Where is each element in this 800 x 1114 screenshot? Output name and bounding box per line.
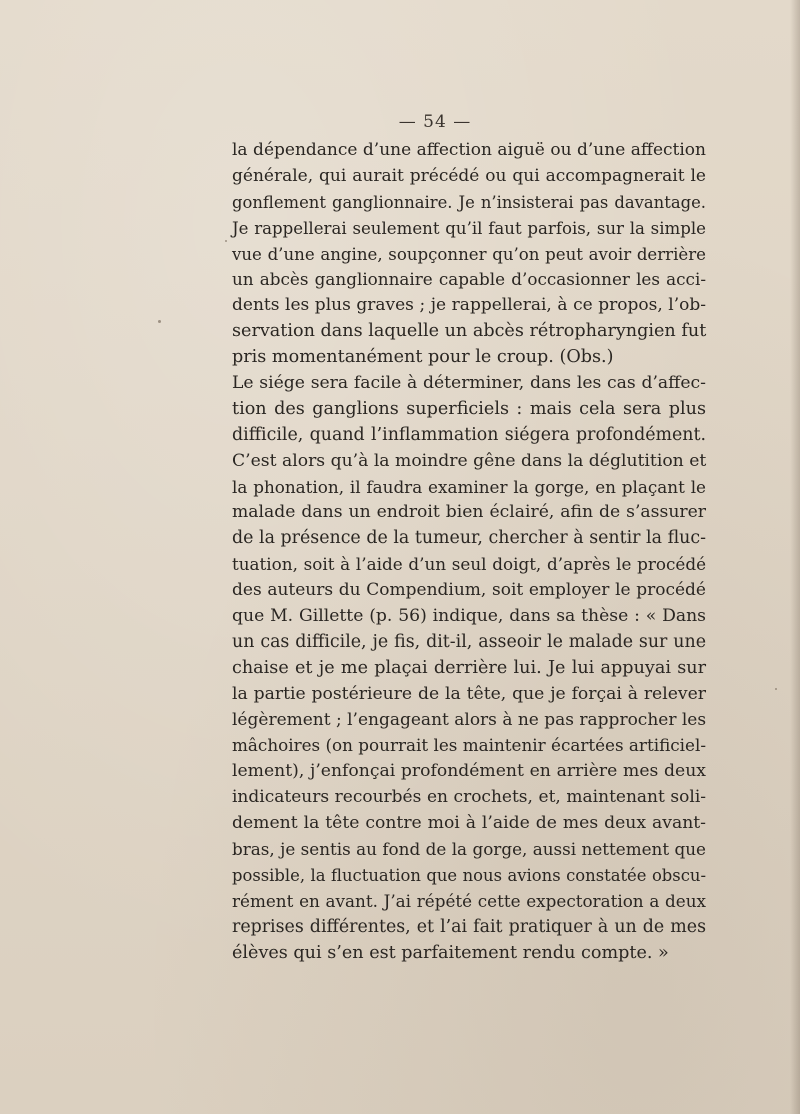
- text-line: bras, je sentis au fond de la gorge, aussi nettement que: [232, 839, 706, 860]
- text-line: tion des ganglions superficiels : mais cela sera plus: [232, 398, 706, 419]
- text-line: Le siége sera facile à déterminer, dans les cas d’affec-: [232, 373, 706, 394]
- text-line: des auteurs du Compendium, soit employer le procédé: [232, 580, 706, 601]
- text-line: indicateurs recourbés en crochets, et, maintenant soli-: [232, 787, 706, 808]
- text-line: élèves qui s’en est parfaitement rendu compte. »: [232, 942, 669, 963]
- page-edge-shadow: [790, 0, 800, 1114]
- text-line: la dépendance d’une affection aiguë ou d’une affection: [232, 140, 706, 160]
- text-line: difficile, quand l’inflammation siégera profondément.: [232, 424, 706, 445]
- text-line: mâchoires (on pourrait les maintenir écartées artificiel-: [232, 735, 706, 756]
- text-line: dents les plus graves ; je rappellerai, à ce propos, l’ob-: [232, 295, 706, 316]
- text-line: un cas difficile, je fis, dit-il, asseoir le malade sur une: [232, 631, 706, 652]
- text-line: lement), j’enfonçai profondément en arrière mes deux: [232, 761, 706, 782]
- paper-speck: [775, 688, 777, 690]
- text-line: un abcès ganglionnaire capable d’occasionner les acci-: [232, 269, 706, 290]
- text-line: possible, la fluctuation que nous avions constatée obscu-: [232, 865, 706, 885]
- text-line: gonflement ganglionnaire. Je n’insisterai pas davantage.: [232, 192, 706, 212]
- page-number: — 54 —: [398, 112, 472, 132]
- paper-speck: [158, 320, 161, 323]
- text-line: générale, qui aurait précédé ou qui accompagnerait le: [232, 165, 706, 186]
- text-line: malade dans un endroit bien éclairé, afin de s’assurer: [232, 502, 706, 523]
- text-line: chaise et je me plaçai derrière lui. Je lui appuyai sur: [232, 657, 706, 678]
- text-line: tuation, soit à l’aide d’un seul doigt, d’après le procédé: [232, 554, 706, 575]
- text-line: la partie postérieure de la tête, que je forçai à relever: [232, 683, 706, 704]
- text-line: dement la tête contre moi à l’aide de mes deux avant-: [232, 813, 706, 834]
- text-line: pris momentanément pour le croup. (Obs.): [232, 347, 614, 368]
- body-text: [232, 138, 706, 967]
- paper-speck: [225, 240, 227, 242]
- text-line: Je rappellerai seulement qu’il faut parfois, sur la simple: [232, 218, 706, 238]
- text-line: C’est alors qu’à la moindre gêne dans la déglutition et: [232, 450, 707, 471]
- text-line: reprises différentes, et l’ai fait pratiquer à un de mes: [232, 916, 706, 937]
- text-line: rément en avant. J’ai répété cette expectoration a deux: [232, 890, 706, 911]
- text-line: vue d’une angine, soupçonner qu’on peut avoir derrière: [232, 244, 706, 264]
- text-line: servation dans laquelle un abcès rétropharyngien fut: [232, 321, 707, 342]
- text-line: que M. Gillette (p. 56) indique, dans sa thèse : « Dans: [232, 606, 706, 627]
- text-line: la phonation, il faudra examiner la gorge, en plaçant le: [232, 476, 706, 497]
- text-line: légèrement ; l’engageant alors à ne pas rapprocher les: [232, 709, 707, 730]
- text-line: de la présence de la tumeur, chercher à sentir la fluc-: [232, 528, 706, 549]
